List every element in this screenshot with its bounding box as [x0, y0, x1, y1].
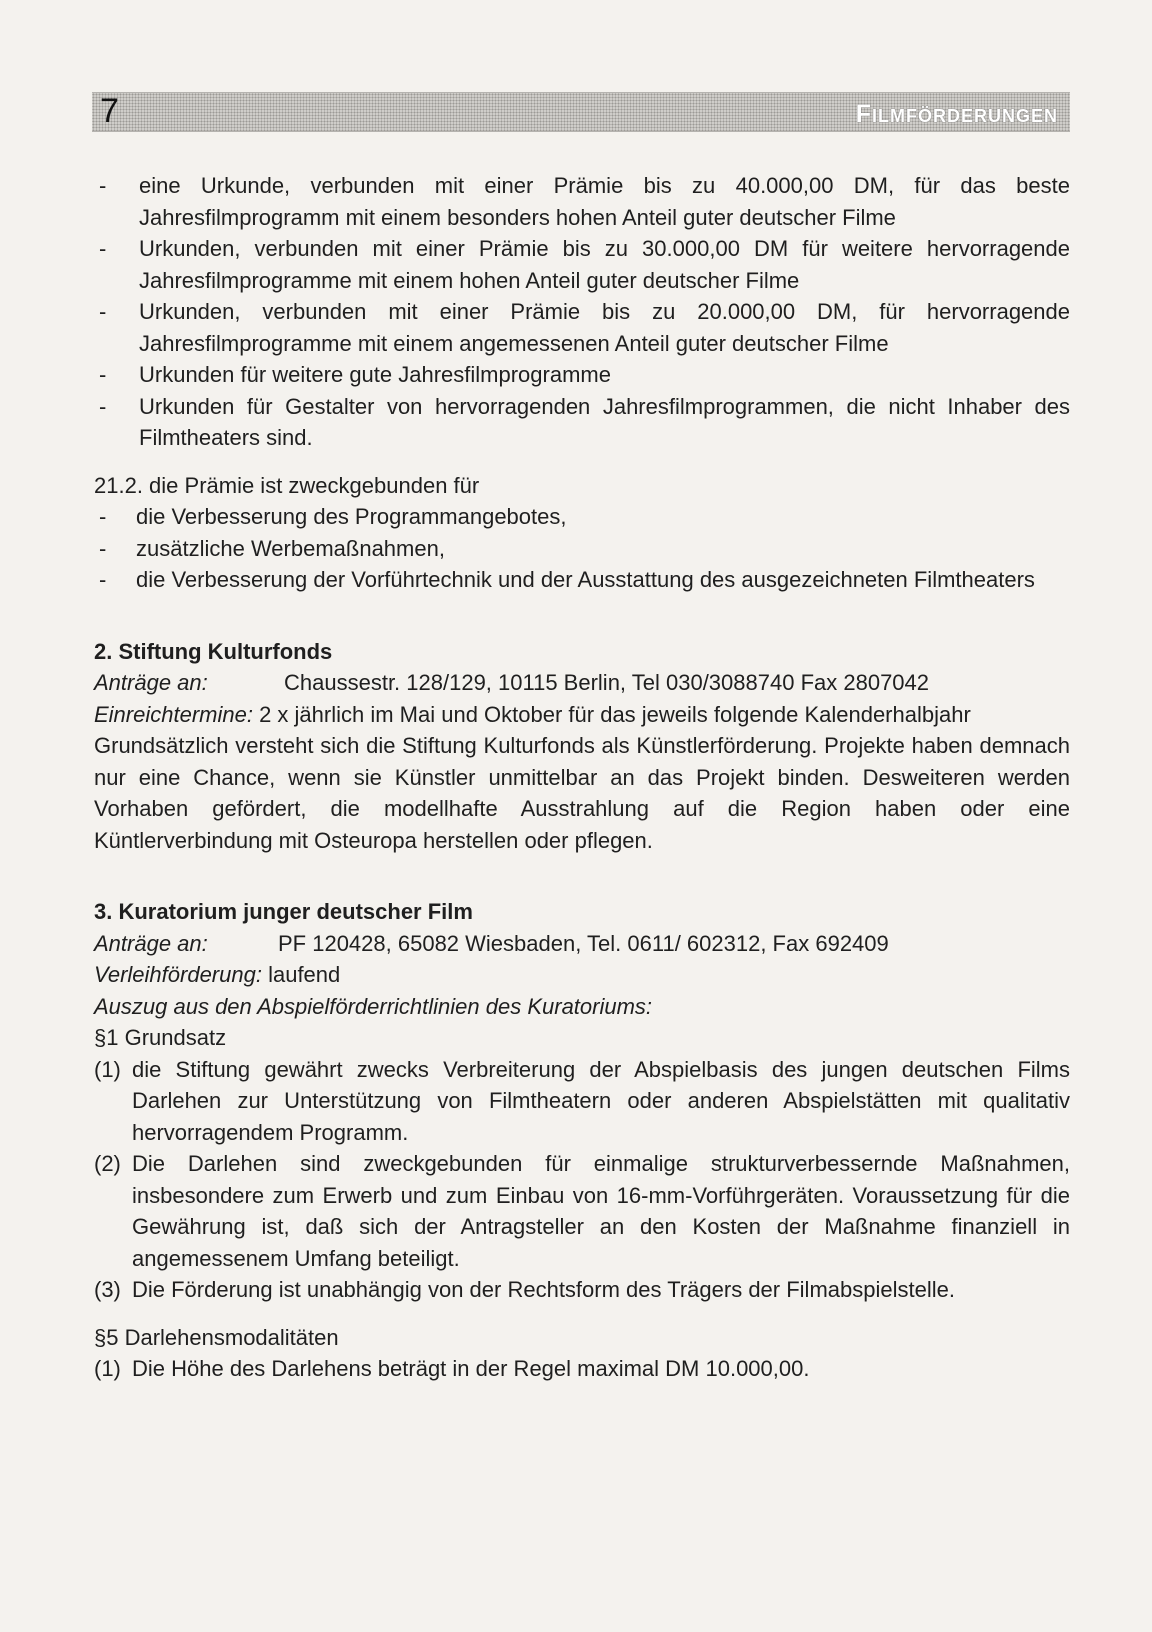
item-number: (1) [94, 1056, 121, 1082]
antraege-value: PF 120428, 65082 Wiesbaden, Tel. 0611/ 602312, Fax 692409 [278, 930, 889, 956]
item-text: Die Höhe des Darlehens beträgt in der Regel maximal DM 10.000,00. [132, 1356, 810, 1381]
verleihfoerderung-value: laufend [261, 962, 341, 987]
list-item [94, 1054, 1070, 1149]
paragraph-5-title: §5 Darlehensmodalitäten [94, 1324, 339, 1350]
paragraph-1-list [94, 1054, 1070, 1306]
item-number: (2) [94, 1151, 121, 1176]
clause-21-2-list [94, 501, 1070, 596]
list-item: - eine Urkunde, verbunden mit einer Prämie bis zu 40.000,00 DM, für das beste Jahresfilmprogramm mit einem besonders hohen Anteil guter deutscher Filme [94, 170, 1070, 233]
chapter-header-bar [92, 92, 1070, 132]
chapter-title: Filmförderungen [855, 100, 1058, 128]
verleihfoerderung-row [94, 959, 1070, 991]
chapter-number: 7 [100, 92, 119, 130]
list-item: - Urkunden für Gestalter von hervorragenden Jahresfilmprogrammen, die nicht Inhaber des Filmtheaters sind. [94, 391, 1070, 454]
auszug-heading: Auszug aus den Abspielförderrichtlinien des Kuratoriums: [94, 993, 653, 1019]
item-text: die Stiftung gewährt zwecks Verbreiterung der Abspielbasis des jungen deutschen Films Darlehen zur Unterstützung von Filmtheatern oder anderen Abspielstätten mit qualitativ hervorragendem Programm. [132, 1056, 1070, 1145]
list-item [94, 1148, 1070, 1274]
einreichtermine-label: Einreichtermine: [94, 701, 253, 727]
einreichtermine-value: 2 x jährlich im Mai und Oktober für das jeweils folgende Kalenderhalbjahr [259, 701, 971, 727]
paragraph-1-title: §1 Grundsatz [94, 1025, 227, 1050]
paragraph-5-list [94, 1353, 1070, 1385]
kulturfonds-body: Grundsätzlich versteht sich die Stiftung Kulturfonds als Künstlerförderung. Projekte haben demnach nur eine Chance, wenn sie Künstler unmittelbar an das Projekt binden. Desweiteren werden Vorhaben gefördert, die modellhafte Ausstrahlung auf die Region haben oder eine Küntlerverbindung mit Osteuropa herstellen oder pflegen. [94, 733, 1070, 853]
item-text: Die Förderung ist unabhängig von der Rechtsform des Trägers der Filmabspielstelle. [132, 1277, 955, 1302]
page-content [94, 170, 1070, 1385]
verleihfoerderung-label: Verleihförderung: [94, 962, 262, 987]
award-list [94, 170, 1070, 454]
section-heading-kuratorium: 3. Kuratorium junger deutscher Film [94, 899, 473, 924]
item-text: Die Darlehen sind zweckgebunden für einmalige strukturverbessernde Maßnahmen, insbesondere zum Erwerb und zum Einbau von 16-mm-Vorführgeräten. Voraussetzung für die Gewährung ist, daß sich der Antragsteller an den Kosten der Maßnahme finanziell in angemessenem Umfang beteiligt. [132, 1151, 1070, 1271]
list-item: - die Verbesserung der Vorführtechnik und der Ausstattung des ausgezeichneten Filmtheaters [94, 564, 1070, 596]
list-item: - Urkunden für weitere gute Jahresfilmprogramme [94, 359, 1070, 391]
section-heading-kulturfonds: 2. Stiftung Kulturfonds [94, 638, 333, 664]
item-number: (3) [94, 1277, 121, 1302]
list-item [94, 1274, 1070, 1306]
list-item [94, 1353, 1070, 1385]
item-number: (1) [94, 1356, 121, 1381]
clause-21-2-intro: 21.2. die Prämie ist zweckgebunden für [94, 472, 480, 498]
kulturfonds-antraege-row [94, 667, 1070, 699]
kuratorium-antraege-row [94, 928, 1070, 960]
antraege-label: Anträge an: [94, 930, 208, 956]
list-item: - die Verbesserung des Programmangebotes, [94, 501, 1070, 533]
list-item: - Urkunden, verbunden mit einer Prämie bis zu 20.000,00 DM, für hervorragende Jahresfilmprogramme mit einem angemessenen Anteil guter deutscher Filme [94, 296, 1070, 359]
list-item: - Urkunden, verbunden mit einer Prämie bis zu 30.000,00 DM für weitere hervorragende Jahresfilmprogramme mit einem hohen Anteil guter deutscher Filme [94, 233, 1070, 296]
antraege-label: Anträge an: [94, 670, 208, 695]
kulturfonds-einreich-row [94, 699, 1070, 731]
list-item: - zusätzliche Werbemaßnahmen, [94, 533, 1070, 565]
antraege-value: Chaussestr. 128/129, 10115 Berlin, Tel 030/3088740 Fax 2807042 [284, 670, 930, 695]
